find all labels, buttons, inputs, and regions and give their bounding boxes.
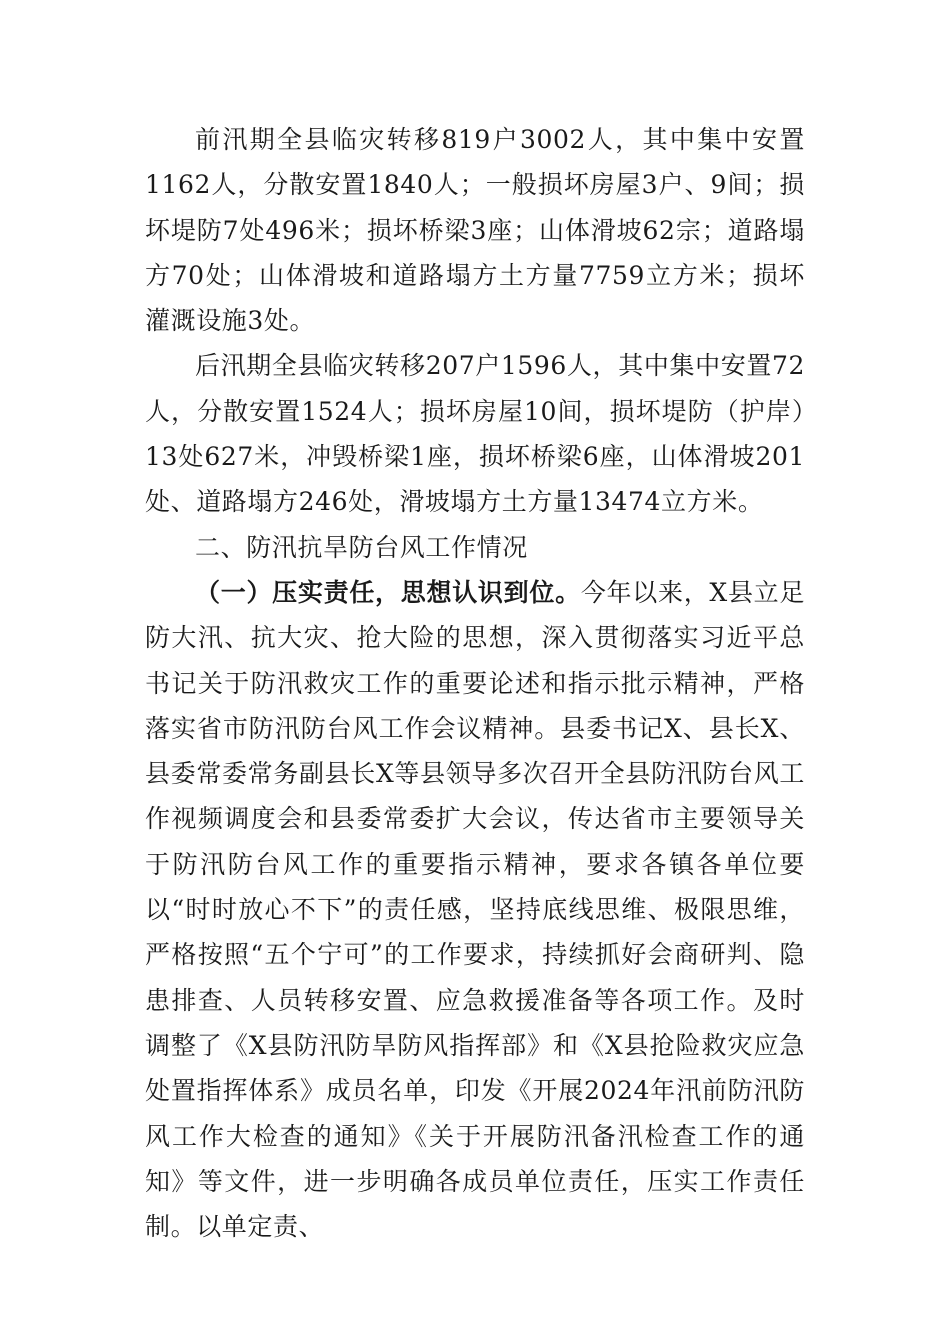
section-heading: 二、防汛抗旱防台风工作情况 bbox=[195, 532, 528, 562]
paragraph-responsibility bbox=[145, 570, 805, 1249]
paragraph-pre-flood-statistics: 前汛期全县临灾转移819户3002人，其中集中安置1162人，分散安置1840人；一般损坏房屋3户、9间；损坏堤防7处496米；损坏桥梁3座；山体滑坡62宗；道路塌方70处；山体滑坡和道路塌方土方量7759立方米；损坏灌溉设施3处。 bbox=[145, 125, 805, 336]
paragraph-post-flood-statistics: 后汛期全县临灾转移207户1596人，其中集中安置72人，分散安置1524人；损坏房屋10间，损坏堤防（护岸）13处627米，冲毁桥梁1座，损坏桥梁6座，山体滑坡201处、道路塌方246处，滑坡塌方土方量13474立方米。 bbox=[145, 351, 805, 517]
document-body bbox=[145, 117, 805, 1249]
subsection-body: 今年以来，X县立足防大汛、抗大灾、抢大险的思想，深入贯彻落实习近平总书记关于防汛救灾工作的重要论述和指示批示精神，严格落实省市防汛防台风工作会议精神。县委书记X、县长X、县委常委常务副县长X等县领导多次召开全县防汛防台风工作视频调度会和县委常委扩大会议，传达省市主要领导关于防汛防台风工作的重要指示精神，要求各镇各单位要以“时时放心不下”的责任感，坚持底线思维、极限思维，严格按照“五个宁可”的工作要求，持续抓好会商研判、隐患排查、人员转移安置、应急救援准备等各项工作。及时调整了《X县防汛防旱防风指挥部》和《X县抢险救灾应急处置指挥体系》成员名单，印发《开展2024年汛前防汛防风工作大检查的通知》《关于开展防汛备汛检查工作的通知》等文件，进一步明确各成员单位责任，压实工作责任制。以单定责、 bbox=[145, 577, 805, 1242]
subsection-lead: （一）压实责任，思想认识到位。 bbox=[195, 577, 581, 607]
